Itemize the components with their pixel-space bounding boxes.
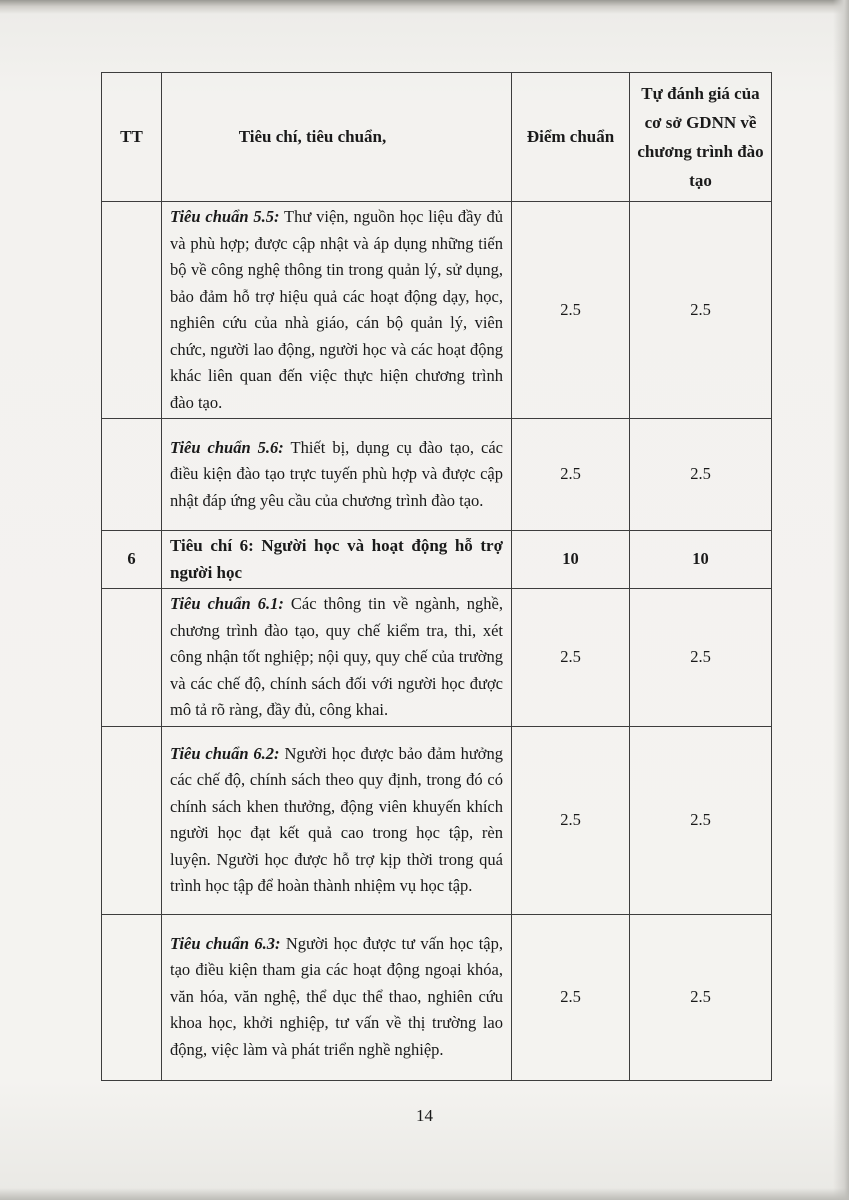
criteria-table (101, 72, 772, 1081)
standard-text: Người học được bảo đảm hưởng các chế độ, chính sách theo quy định, trong đó có chính sách khen thưởng, động viên khuyến khích người học đạt kết quả cao trong học tập, rèn luyện. Người học được hỗ trợ kịp thời trong quá trình học tập để hoàn thành nhiệm vụ học tập. (170, 743, 503, 895)
table-row (102, 419, 772, 531)
row-criterion (162, 419, 512, 531)
standard-text: Người học được tư vấn học tập, tạo điều kiện tham gia các hoạt động ngoại khóa, văn hóa, văn nghệ, thể dục thể thao, nghiên cứu khoa học, khởi nghiệp, tư vấn về thị trường lao động, việc làm và phát triển nghề nghiệp. (170, 933, 503, 1059)
row-self-score: 2.5 (630, 589, 772, 727)
table-row (102, 589, 772, 727)
standard-label: Tiêu chuẩn 5.5: (170, 207, 280, 226)
header-score: Điểm chuẩn (512, 73, 630, 202)
page-number: 14 (416, 1106, 433, 1125)
row-self-score: 10 (630, 531, 772, 589)
row-criterion (162, 726, 512, 914)
scan-right-edge (833, 0, 849, 1200)
row-score: 2.5 (512, 726, 630, 914)
standard-label: Tiêu chuẩn 6.1: (170, 594, 284, 613)
standard-text: Thiết bị, dụng cụ đào tạo, các điều kiện đào tạo trực tuyến phù hợp và được cập nhật đáp ứng yêu cầu của chương trình đào tạo. (170, 437, 503, 510)
standard-label: Tiêu chuẩn 6.3: (170, 933, 281, 953)
row-self-score: 2.5 (630, 726, 772, 914)
row-tt (102, 202, 162, 419)
table-header-row (102, 73, 772, 202)
table-row (102, 914, 772, 1080)
row-score: 2.5 (512, 589, 630, 727)
row-score: 2.5 (512, 914, 630, 1080)
row-tt: 6 (102, 531, 162, 589)
criterion-title: Tiêu chí 6: Người học và hoạt động hỗ trợ người học (170, 536, 503, 582)
row-criterion (162, 914, 512, 1080)
row-criterion (162, 589, 512, 727)
row-criterion (162, 531, 512, 589)
table-row (102, 531, 772, 589)
row-score: 10 (512, 531, 630, 589)
row-tt (102, 419, 162, 531)
row-tt (102, 914, 162, 1080)
scan-bottom-edge (0, 1188, 849, 1200)
table-row (102, 202, 772, 419)
row-tt (102, 589, 162, 727)
row-self-score: 2.5 (630, 914, 772, 1080)
row-criterion (162, 202, 512, 419)
row-self-score: 2.5 (630, 419, 772, 531)
table-row (102, 726, 772, 914)
header-tt: TT (102, 73, 162, 202)
row-score: 2.5 (512, 419, 630, 531)
standard-label: Tiêu chuẩn 5.6: (170, 437, 284, 457)
standard-text: Thư viện, nguồn học liệu đầy đủ và phù hợp; được cập nhật và áp dụng những tiến bộ về công nghệ thông tin trong quản lý, sử dụng, bảo đảm hỗ trợ hiệu quả các hoạt động dạy, học, nghiên cứu của nhà giáo, cán bộ quản lý, viên chức, người lao động, người học và các hoạt động khác liên quan đến việc thực hiện chương trình đào tạo. (170, 207, 504, 412)
standard-text: Các thông tin về ngành, nghề, chương trình đào tạo, quy chế kiểm tra, thi, xét công nhận tốt nghiệp; nội quy, quy chế của trường và các chế độ, chính sách đối với người học được mô tả rõ ràng, đầy đủ, công khai. (170, 594, 503, 719)
header-criteria: Tiêu chí, tiêu chuẩn, (162, 73, 512, 202)
row-score: 2.5 (512, 202, 630, 419)
row-tt (102, 726, 162, 914)
standard-label: Tiêu chuẩn 6.2: (170, 743, 280, 763)
header-self-assessment: Tự đánh giá của cơ sở GDNN về chương trình đào tạo (630, 73, 772, 202)
scan-top-edge (0, 0, 849, 14)
row-self-score: 2.5 (630, 202, 772, 419)
